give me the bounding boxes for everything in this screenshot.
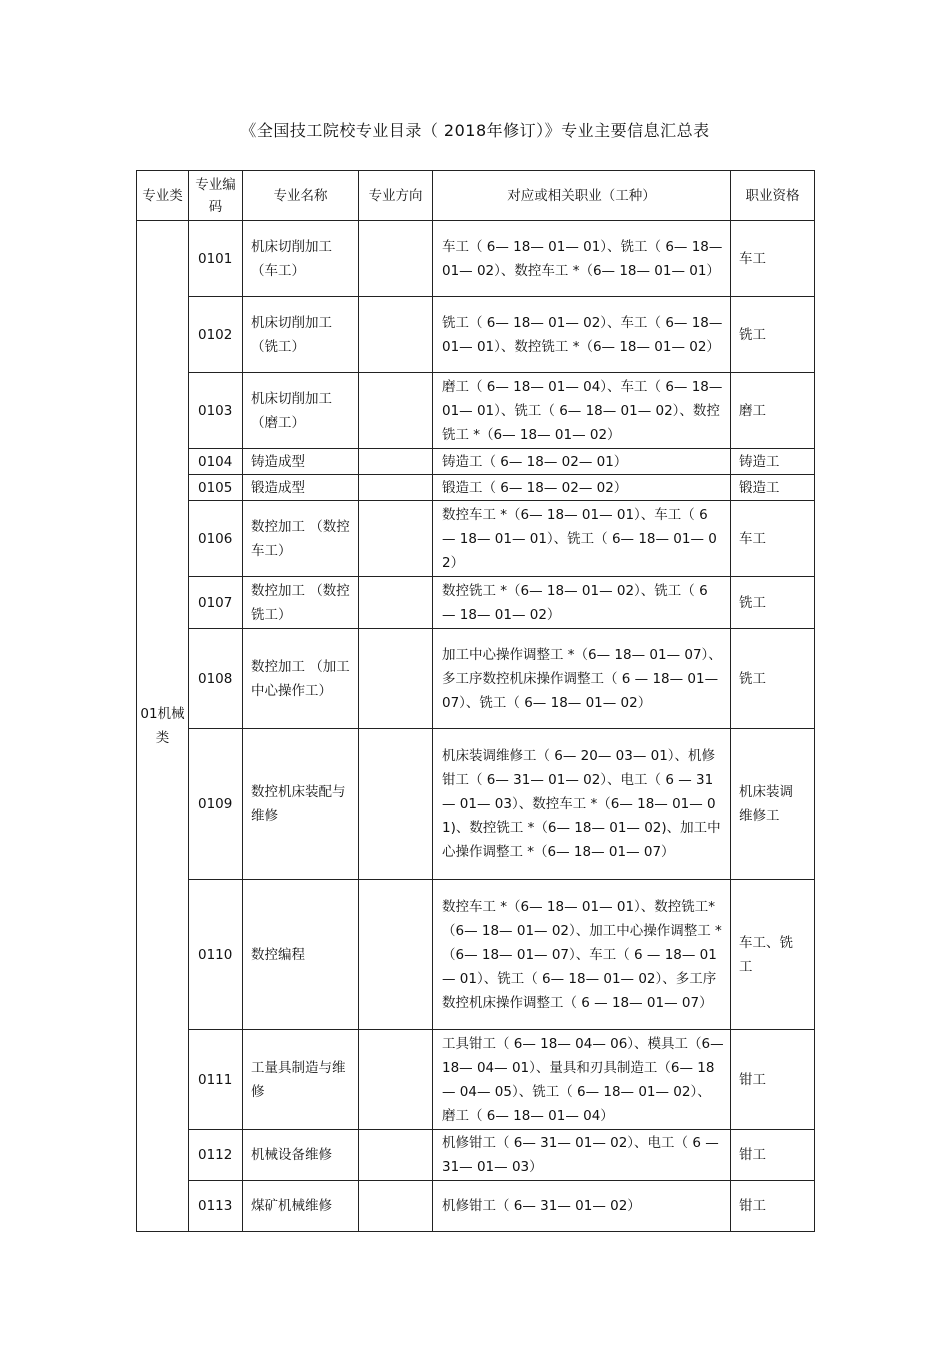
code-cell: 0112 [189, 1130, 243, 1181]
occupation-cell: 机修钳工（ 6— 31— 01— 02） [433, 1181, 731, 1232]
occupation-cell: 铣工（ 6— 18— 01— 02）、车工（ 6— 18— 01— 01）、数控铣工 *（6— 18— 01— 02） [433, 297, 731, 373]
direction-cell [359, 297, 433, 373]
qualification-cell: 锻造工 [731, 475, 815, 501]
category-cell: 01机械类 [137, 221, 189, 1232]
name-cell: 机床切削加工（车工） [243, 221, 359, 297]
occupation-cell: 车工（ 6— 18— 01— 01）、铣工（ 6— 18— 01— 02）、数控车工 *（6— 18— 01— 01） [433, 221, 731, 297]
qualification-cell: 车工 [731, 221, 815, 297]
direction-cell [359, 629, 433, 729]
name-cell: 数控加工 （加工中心操作工） [243, 629, 359, 729]
code-cell: 0103 [189, 373, 243, 449]
name-cell: 数控编程 [243, 880, 359, 1030]
code-cell: 0101 [189, 221, 243, 297]
header-direction: 专业方向 [359, 171, 433, 221]
code-cell: 0108 [189, 629, 243, 729]
name-cell: 机械设备维修 [243, 1130, 359, 1181]
header-qualification: 职业资格 [731, 171, 815, 221]
occupation-cell: 机床装调维修工（ 6— 20— 03— 01）、机修钳工（ 6— 31— 01— 02）、电工（ 6 — 31— 01— 03）、数控车工 *（6— 18— 01— 01)、数控铣工 *（6— 18— 01— 02)、加工中心操作调整工 *（6— 18— 01— 07） [433, 729, 731, 880]
qualification-cell: 车工 [731, 501, 815, 577]
code-cell: 0110 [189, 880, 243, 1030]
table-row [137, 729, 815, 880]
direction-cell [359, 880, 433, 1030]
table-row [137, 1030, 815, 1130]
header-category: 专业类 [137, 171, 189, 221]
qualification-cell: 磨工 [731, 373, 815, 449]
table-row [137, 1181, 815, 1232]
direction-cell [359, 577, 433, 629]
code-cell: 0104 [189, 449, 243, 475]
name-cell: 工量具制造与维修 [243, 1030, 359, 1130]
table-row [137, 1130, 815, 1181]
name-cell: 煤矿机械维修 [243, 1181, 359, 1232]
table-row [137, 629, 815, 729]
direction-cell [359, 373, 433, 449]
name-cell: 铸造成型 [243, 449, 359, 475]
table-row [137, 449, 815, 475]
direction-cell [359, 475, 433, 501]
name-cell: 机床切削加工（磨工） [243, 373, 359, 449]
occupation-cell: 磨工（ 6— 18— 01— 04）、车工（ 6— 18— 01— 01）、铣工（ 6— 18— 01— 02）、数控铣工 *（6— 18— 01— 02） [433, 373, 731, 449]
header-row [137, 171, 815, 221]
table-row [137, 501, 815, 577]
table-row [137, 221, 815, 297]
direction-cell [359, 729, 433, 880]
name-cell: 数控加工 （数控铣工） [243, 577, 359, 629]
code-cell: 0109 [189, 729, 243, 880]
qualification-cell: 钳工 [731, 1130, 815, 1181]
occupation-cell: 数控车工 *（6— 18— 01— 01）、数控铣工*（6— 18— 01— 02）、加工中心操作调整工 *（6— 18— 01— 07）、车工（ 6 — 18— 01— 01）、铣工（ 6— 18— 01— 02）、多工序数控机床操作调整工（ 6 — 18— 01— 07） [433, 880, 731, 1030]
direction-cell [359, 221, 433, 297]
occupation-cell: 数控车工 *（6— 18— 01— 01）、车工（ 6 — 18— 01— 01）、铣工（ 6— 18— 01— 02） [433, 501, 731, 577]
qualification-cell: 机床装调维修工 [731, 729, 815, 880]
direction-cell [359, 449, 433, 475]
name-cell: 锻造成型 [243, 475, 359, 501]
occupation-cell: 铸造工（ 6— 18— 02— 01） [433, 449, 731, 475]
table-row [137, 297, 815, 373]
table-row [137, 880, 815, 1030]
occupation-cell: 数控铣工 *（6— 18— 01— 02）、铣工（ 6 — 18— 01— 02） [433, 577, 731, 629]
name-cell: 数控加工 （数控车工） [243, 501, 359, 577]
header-occupation: 对应或相关职业（工种） [433, 171, 731, 221]
document-title: 《全国技工院校专业目录（ 2018年修订）》专业主要信息汇总表 [240, 121, 710, 140]
occupation-cell: 机修钳工（ 6— 31— 01— 02）、电工（ 6 — 31— 01— 03） [433, 1130, 731, 1181]
qualification-cell: 铸造工 [731, 449, 815, 475]
name-cell: 机床切削加工（铣工） [243, 297, 359, 373]
table-row [137, 475, 815, 501]
qualification-cell: 车工、铣工 [731, 880, 815, 1030]
code-cell: 0111 [189, 1030, 243, 1130]
qualification-cell: 钳工 [731, 1030, 815, 1130]
qualification-cell: 铣工 [731, 629, 815, 729]
major-info-table [136, 170, 815, 1232]
occupation-cell: 加工中心操作调整工 *（6— 18— 01— 07）、多工序数控机床操作调整工（ 6 — 18— 01— 07）、铣工（ 6— 18— 01— 02） [433, 629, 731, 729]
header-name: 专业名称 [243, 171, 359, 221]
direction-cell [359, 501, 433, 577]
code-cell: 0102 [189, 297, 243, 373]
name-cell: 数控机床装配与维修 [243, 729, 359, 880]
occupation-cell: 锻造工（ 6— 18— 02— 02） [433, 475, 731, 501]
table-row [137, 373, 815, 449]
qualification-cell: 铣工 [731, 297, 815, 373]
table-row [137, 577, 815, 629]
direction-cell [359, 1181, 433, 1232]
direction-cell [359, 1130, 433, 1181]
direction-cell [359, 1030, 433, 1130]
code-cell: 0107 [189, 577, 243, 629]
code-cell: 0113 [189, 1181, 243, 1232]
header-code: 专业编码 [189, 171, 243, 221]
occupation-cell: 工具钳工（ 6— 18— 04— 06）、模具工（6— 18— 04— 01）、量具和刃具制造工（6— 18— 04— 05）、铣工（ 6— 18— 01— 02）、磨工（ 6— 18— 01— 04） [433, 1030, 731, 1130]
qualification-cell: 铣工 [731, 577, 815, 629]
qualification-cell: 钳工 [731, 1181, 815, 1232]
code-cell: 0106 [189, 501, 243, 577]
code-cell: 0105 [189, 475, 243, 501]
